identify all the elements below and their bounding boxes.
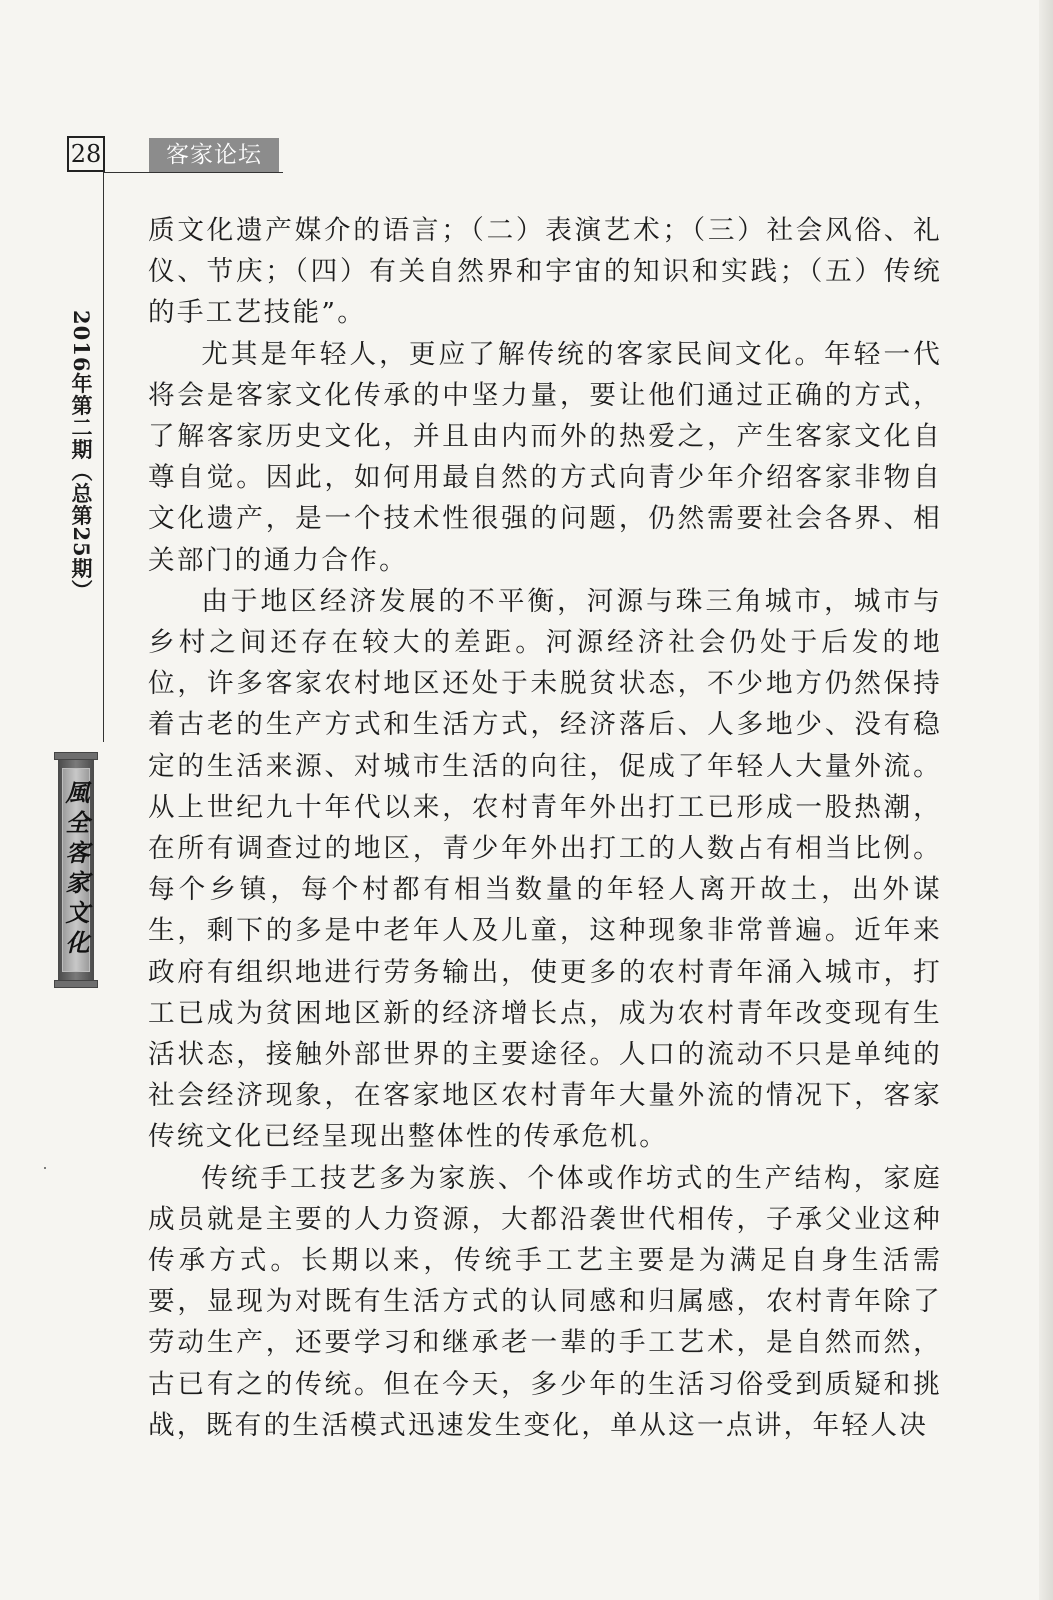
header-rule: [103, 172, 283, 173]
scroll-panel: [58, 760, 94, 980]
scroll-badge-text: 風全客家文化: [62, 768, 90, 972]
paragraph: 尤其是年轻人，更应了解传统的客家民间文化。年轻一代将会是客家文化传承的中坚力量，要让他们通过正确的方式，了解客家历史文化，并且由内而外的热爱之，产生客家文化自尊自觉。因此，如何用最自然的方式向青少年介绍客家非物自文化遗产，是一个技术性很强的问题，仍然需要社会各界、相关部门的通力合作。: [148, 338, 942, 576]
paragraph-continued: 质文化遗产媒介的语言；（二）表演艺术；（三）社会风俗、礼仪、节庆；（四）有关自然界和宇宙的知识和实践；（五）传统的手工艺技能”。: [148, 215, 942, 329]
scan-speck: [44, 1167, 46, 1169]
issue-info: 2016年第二期（总第25期）: [69, 310, 94, 602]
margin-rule: [103, 172, 104, 742]
journal-name-tag: 客家论坛: [149, 138, 279, 172]
scroll-rod-top: [54, 752, 98, 760]
scroll-badge: [56, 752, 96, 988]
page-number: 28: [67, 136, 105, 172]
article-body: [148, 210, 942, 1446]
scroll-rod-bottom: [54, 980, 98, 988]
paragraph: 传统手工技艺多为家族、个体或作坊式的生产结构，家庭成员就是主要的人力资源，大都沿袭世代相传，子承父业这种传承方式。长期以来，传统手工艺主要是为满足自身生活需要，显现为对既有生活方式的认同感和归属感，农村青年除了劳动生产，还要学习和继承老一辈的手工艺术，是自然而然，古已有之的传统。但在今天，多少年的生活习俗受到质疑和挑战，既有的生活模式迅速发生变化，单从这一点讲，年轻人决: [148, 1162, 942, 1441]
page-edge: [1039, 0, 1053, 1600]
paragraph: 由于地区经济发展的不平衡，河源与珠三角城市，城市与乡村之间还存在较大的差距。河源经济社会仍处于后发的地位，许多客家农村地区还处于未脱贫状态，不少地方仍然保持着古老的生产方式和生活方式，经济落后、人多地少、没有稳定的生活来源、对城市生活的向往，促成了年轻人大量外流。从上世纪九十年代以来，农村青年外出打工已形成一股热潮，在所有调查过的地区，青少年外出打工的人数占有相当比例。每个乡镇，每个村都有相当数量的年轻人离开故土，出外谋生，剩下的多是中老年人及儿童，这种现象非常普遍。近年来政府有组织地进行劳务输出，使更多的农村青年涌入城市，打工已成为贫困地区新的经济增长点，成为农村青年改变现有生活状态，接触外部世界的主要途径。人口的流动不只是单纯的社会经济现象，在客家地区农村青年大量外流的情况下，客家传统文化已经呈现出整体性的传承危机。: [148, 585, 942, 1153]
